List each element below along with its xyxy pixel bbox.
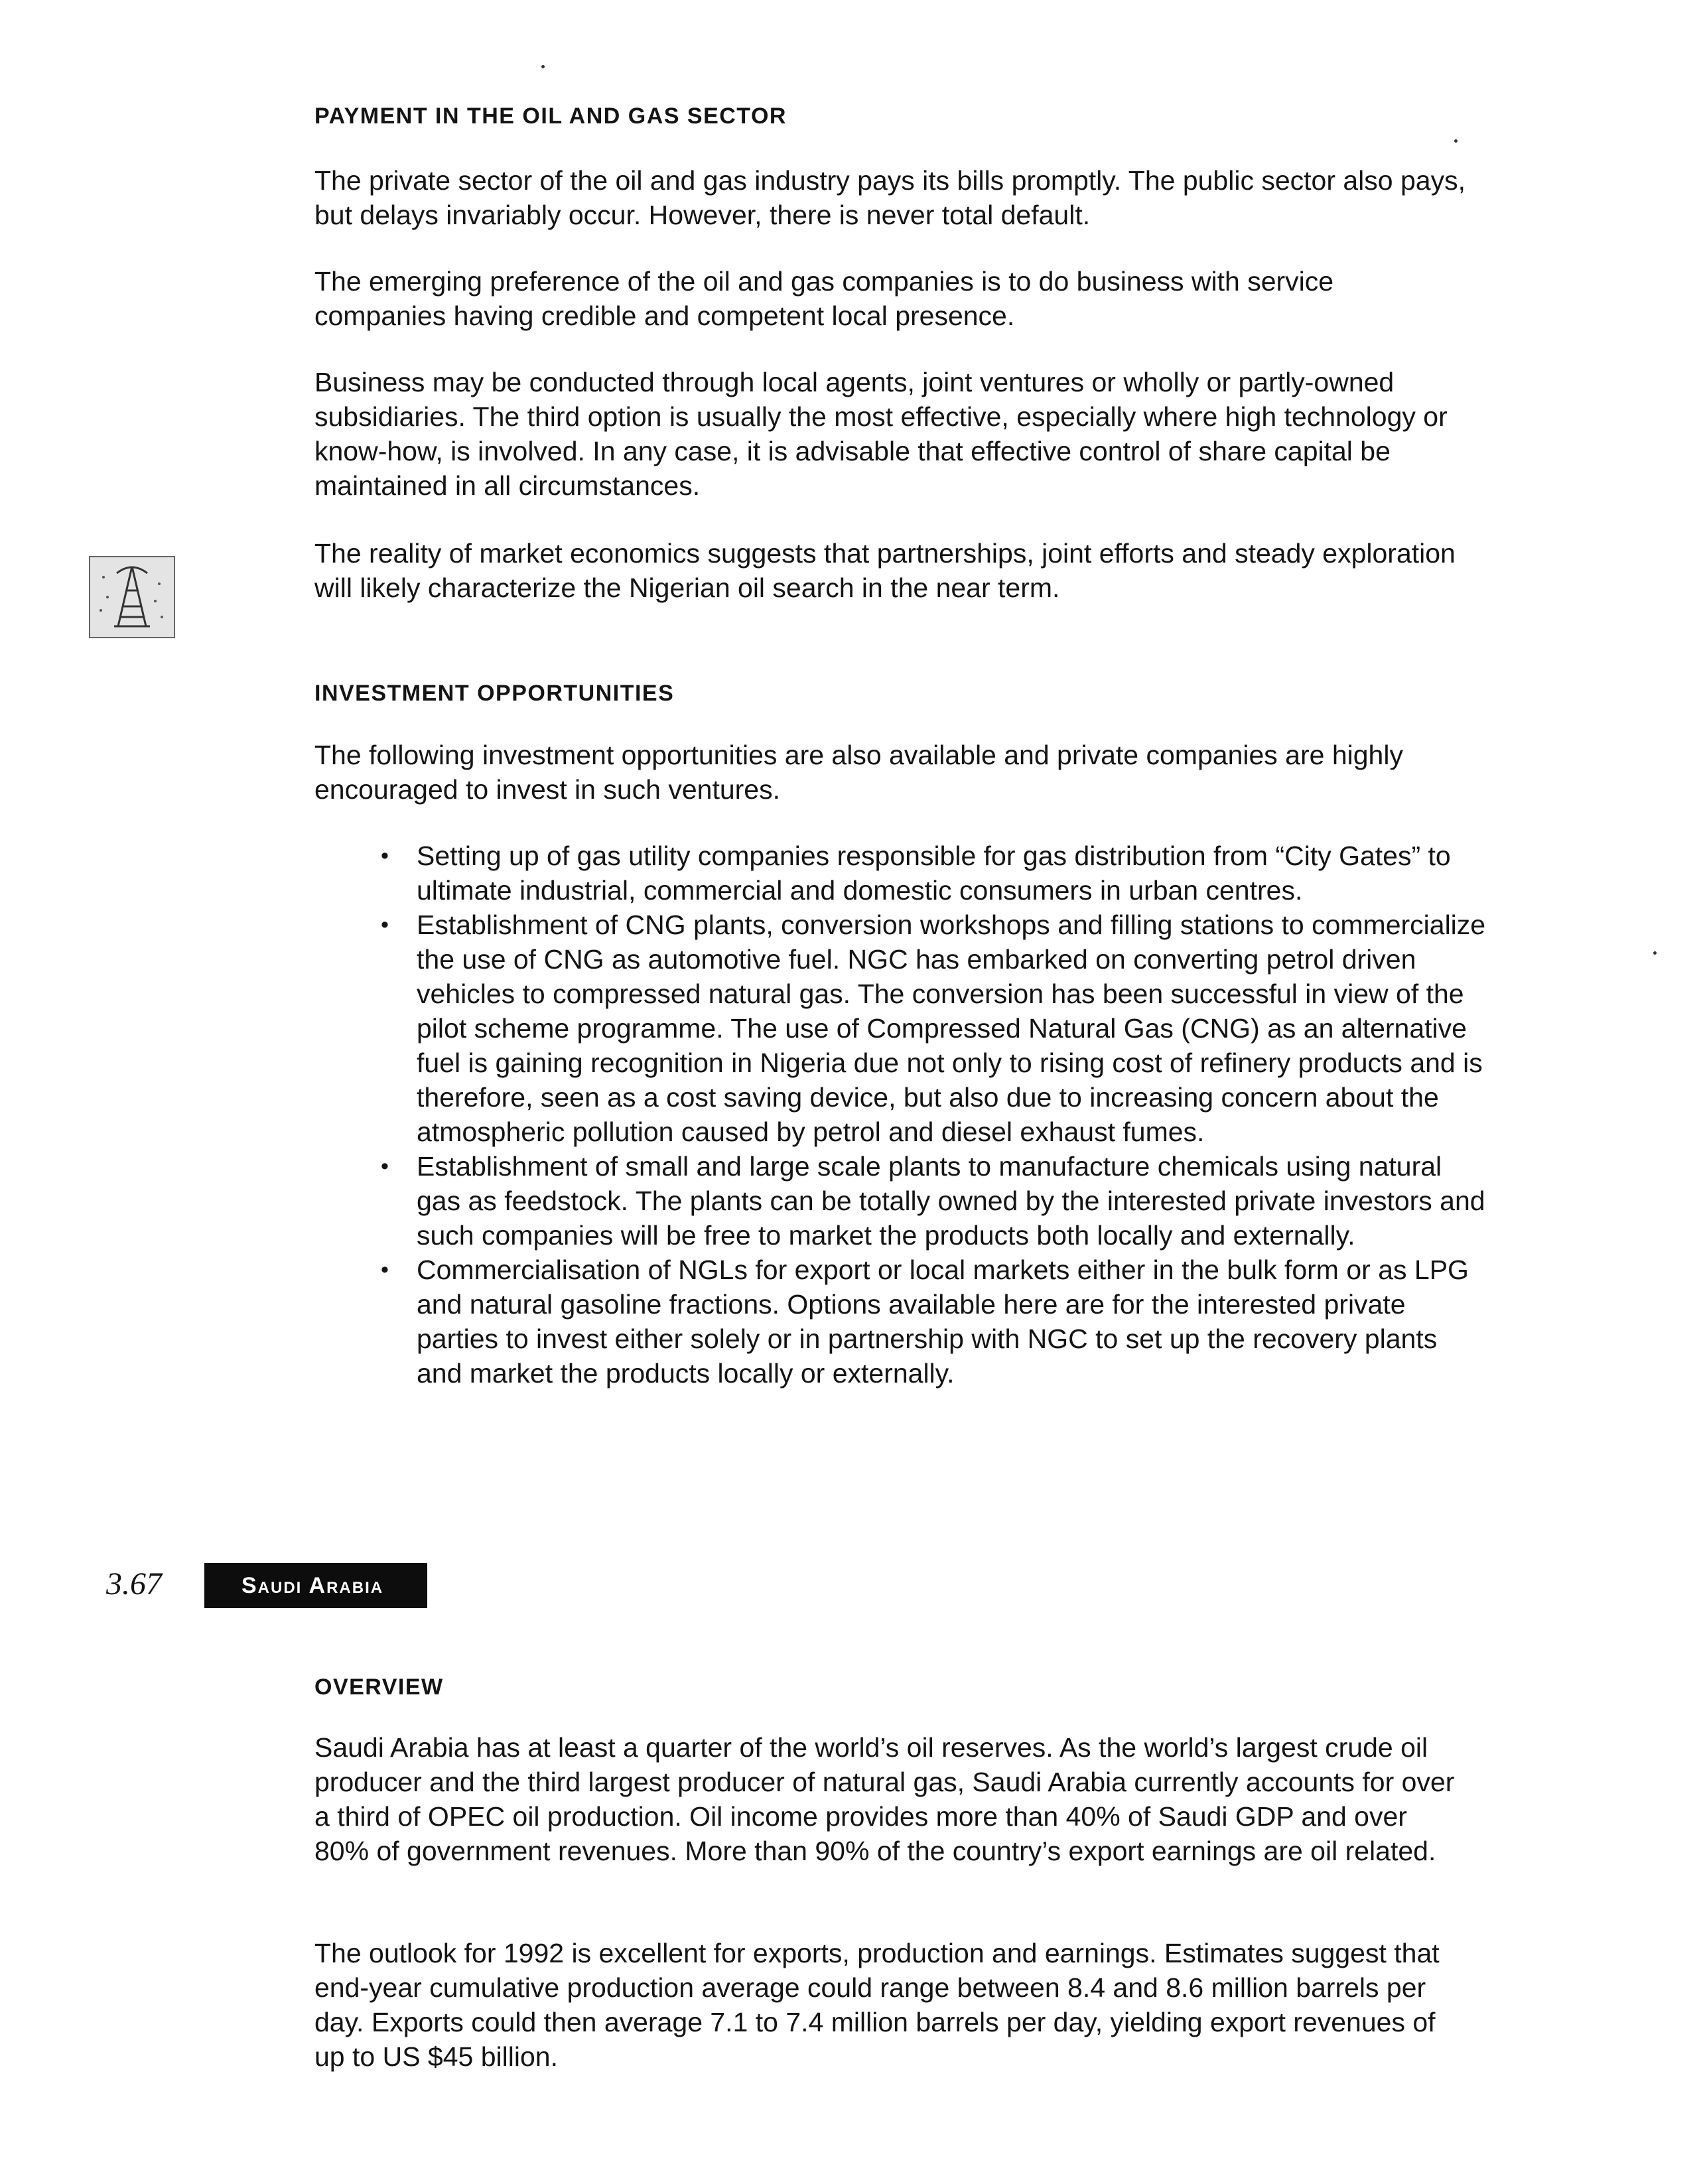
bullet-icon: • [381, 1154, 389, 1179]
section-heading-investment: INVESTMENT OPPORTUNITIES [314, 681, 675, 706]
oil-derrick-icon [89, 556, 175, 638]
paragraph: The emerging preference of the oil and gas companies is to do business with service companies having credible and competent local presence. [314, 266, 1334, 331]
paragraph: The private sector of the oil and gas industry pays its bills promptly. The public sector also pays, but delays invariably occur. However, there is never total default. [314, 165, 1465, 230]
scan-speck [1653, 951, 1657, 955]
paragraph: The outlook for 1992 is excellent for exports, production and earnings. Estimates suggest that end-year cumulative production average could range between 8.4 and 8.6 million barrels per day. Exports could then average 7.1 to 7.4 million barrels per day, yielding export revenues of up to US $45 billion. [314, 1938, 1440, 2072]
scan-speck [541, 65, 545, 68]
list-item [372, 1253, 1486, 1391]
bullet-icon: • [381, 912, 389, 937]
list-item [372, 839, 1486, 908]
list-item [372, 1149, 1486, 1253]
section-heading-overview: OVERVIEW [314, 1674, 444, 1700]
list-item-text: Establishment of small and large scale plants to manufacture chemicals using natural gas as feedstock. The plants can be totally owned by the interested private investors and such companies will be free to market the products both locally and externally. [417, 1151, 1485, 1251]
bullet-icon: • [381, 843, 389, 868]
list-item-text: Establishment of CNG plants, conversion workshops and filling stations to commercialize the use of CNG as automotive fuel. NGC has embarked on converting petrol driven vehicles to compressed natural gas. The conversion has been successful in view of the pilot scheme programme. The use of Compressed Natural Gas (CNG) as an alternative fuel is gaining recognition in Nigeria due not only to rising cost of refinery products and is therefore, seen as a cost saving device, but also due to increasing concern about the atmospheric pollution caused by petrol and diesel exhaust fumes. [417, 910, 1486, 1147]
section-heading-payment: PAYMENT IN THE OIL AND GAS SECTOR [314, 103, 787, 129]
list-item-text: Commercialisation of NGLs for export or local markets either in the bulk form or as LPG and natural gasoline fractions. Options available here are for the interested private parties to invest either solely or in partnership with NGC to set up the recovery plants and market the products locally or externally. [417, 1255, 1469, 1389]
section-title: Saudi Arabia [241, 1572, 384, 1598]
section-title-bar [204, 1563, 427, 1608]
section-number: 3.67 [106, 1566, 162, 1602]
paragraph: Saudi Arabia has at least a quarter of the world’s oil reserves. As the world’s largest crude oil producer and the third largest producer of natural gas, Saudi Arabia currently accounts for over a third of OPEC oil production. Oil income provides more than 40% of Saudi GDP and over 80% of government revenues. More than 90% of the country’s export earnings are oil related. [314, 1732, 1455, 1866]
bullet-icon: • [381, 1257, 389, 1282]
list-item-text: Setting up of gas utility companies responsible for gas distribution from “City Gates” to ultimate industrial, commercial and domestic consumers in urban centres. [417, 841, 1451, 906]
list-item [372, 908, 1486, 1149]
paragraph: The following investment opportunities are also available and private companies are highly encouraged to invest in such ventures. [314, 740, 1403, 805]
opportunity-list [372, 839, 1486, 1391]
paragraph: The reality of market economics suggests that partnerships, joint efforts and steady exploration will likely characterize the Nigerian oil search in the near term. [314, 538, 1456, 603]
paragraph: Business may be conducted through local agents, joint ventures or wholly or partly-owned subsidiaries. The third option is usually the most effective, especially where high technology or know-how, is involved. In any case, it is advisable that effective control of share capital be maintained in all circumstances. [314, 367, 1448, 501]
scan-speck [1454, 139, 1458, 143]
